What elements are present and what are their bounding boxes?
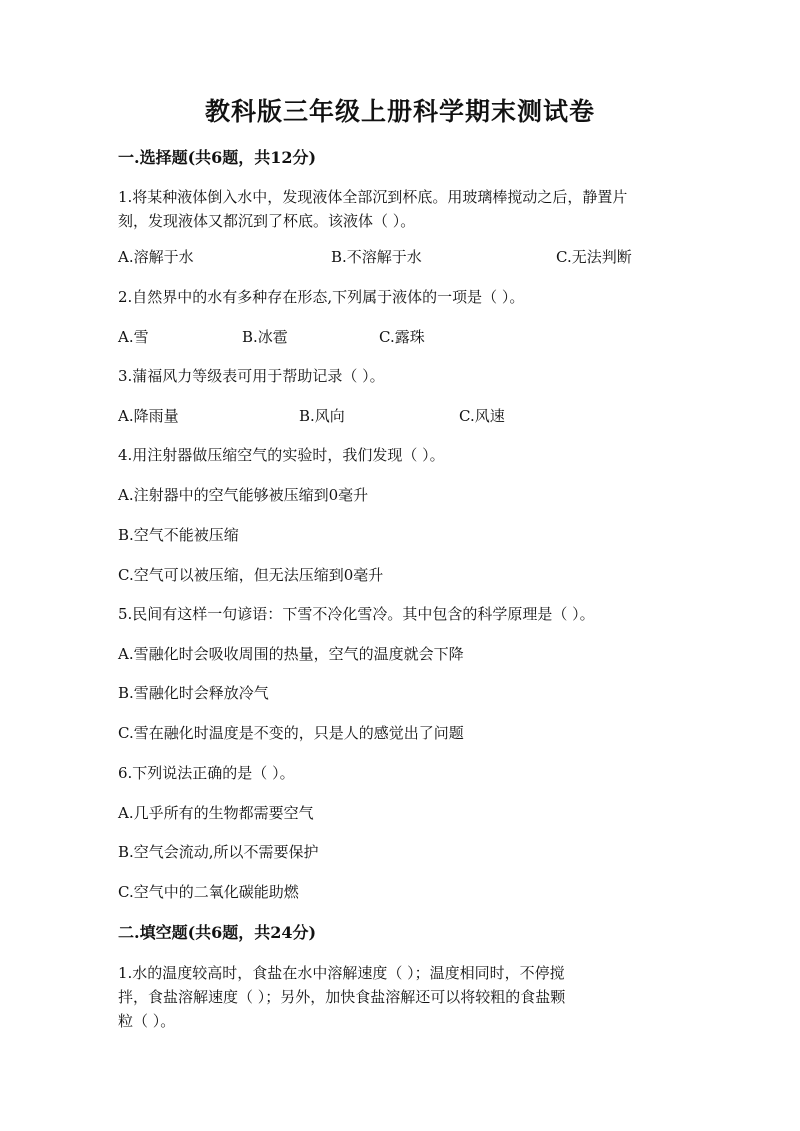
question-3-text: 3.蒲福风力等级表可用于帮助记录（ ）。 xyxy=(118,367,385,385)
question-2-text: 2.自然界中的水有多种存在形态,下列属于液体的一项是（ ）。 xyxy=(118,288,525,306)
question-2-option-c: C.露珠 xyxy=(379,328,425,346)
question-2-option-a: A.雪 xyxy=(118,328,149,346)
fill-question-1-line-2: 拌，食盐溶解速度（ ）；另外，加快食盐溶解还可以将较粗的食盐颗 xyxy=(118,988,566,1006)
question-4-option-c: C.空气可以被压缩，但无法压缩到0毫升 xyxy=(118,566,384,584)
question-3-option-a: A.降雨量 xyxy=(118,407,179,425)
question-6-option-a: A.几乎所有的生物都需要空气 xyxy=(118,804,314,822)
question-3-option-c: C.风速 xyxy=(459,407,505,425)
question-5-option-b: B.雪融化时会释放冷气 xyxy=(118,684,269,702)
page-title: 教科版三年级上册科学期末测试卷 xyxy=(204,97,595,126)
question-5-option-c: C.雪在融化时温度是不变的，只是人的感觉出了问题 xyxy=(118,724,464,742)
question-4-text: 4.用注射器做压缩空气的实验时，我们发现（ ）。 xyxy=(118,446,445,464)
question-1-option-b: B.不溶解于水 xyxy=(331,248,422,266)
section-heading-choice: 一.选择题(共6题，共12分) xyxy=(118,148,317,167)
question-1-option-a: A.溶解于水 xyxy=(118,248,194,266)
question-1-line-2: 刻，发现液体又都沉到了杯底。该液体（ ）。 xyxy=(118,212,416,230)
question-6-option-b: B.空气会流动,所以不需要保护 xyxy=(118,843,319,861)
question-2-option-b: B.冰雹 xyxy=(242,328,288,346)
question-5-text: 5.民间有这样一句谚语：下雪不冷化雪冷。其中包含的科学原理是（ ）。 xyxy=(118,605,595,623)
question-6-text: 6.下列说法正确的是（ ）。 xyxy=(118,764,295,782)
question-1-option-c: C.无法判断 xyxy=(556,248,632,266)
question-1-line-1: 1.将某种液体倒入水中，发现液体全部沉到杯底。用玻璃棒搅动之后，静置片 xyxy=(118,188,628,206)
fill-question-1-line-1: 1.水的温度较高时，食盐在水中溶解速度（ ）；温度相同时，不停搅 xyxy=(118,964,565,982)
question-4-option-a: A.注射器中的空气能够被压缩到0毫升 xyxy=(118,486,369,504)
section-heading-fill: 二.填空题(共6题，共24分) xyxy=(118,923,317,942)
question-5-option-a: A.雪融化时会吸收周围的热量，空气的温度就会下降 xyxy=(118,645,464,663)
question-6-option-c: C.空气中的二氧化碳能助燃 xyxy=(118,883,299,901)
question-3-option-b: B.风向 xyxy=(299,407,345,425)
question-4-option-b: B.空气不能被压缩 xyxy=(118,526,239,544)
fill-question-1-line-3: 粒（ ）。 xyxy=(118,1012,176,1030)
